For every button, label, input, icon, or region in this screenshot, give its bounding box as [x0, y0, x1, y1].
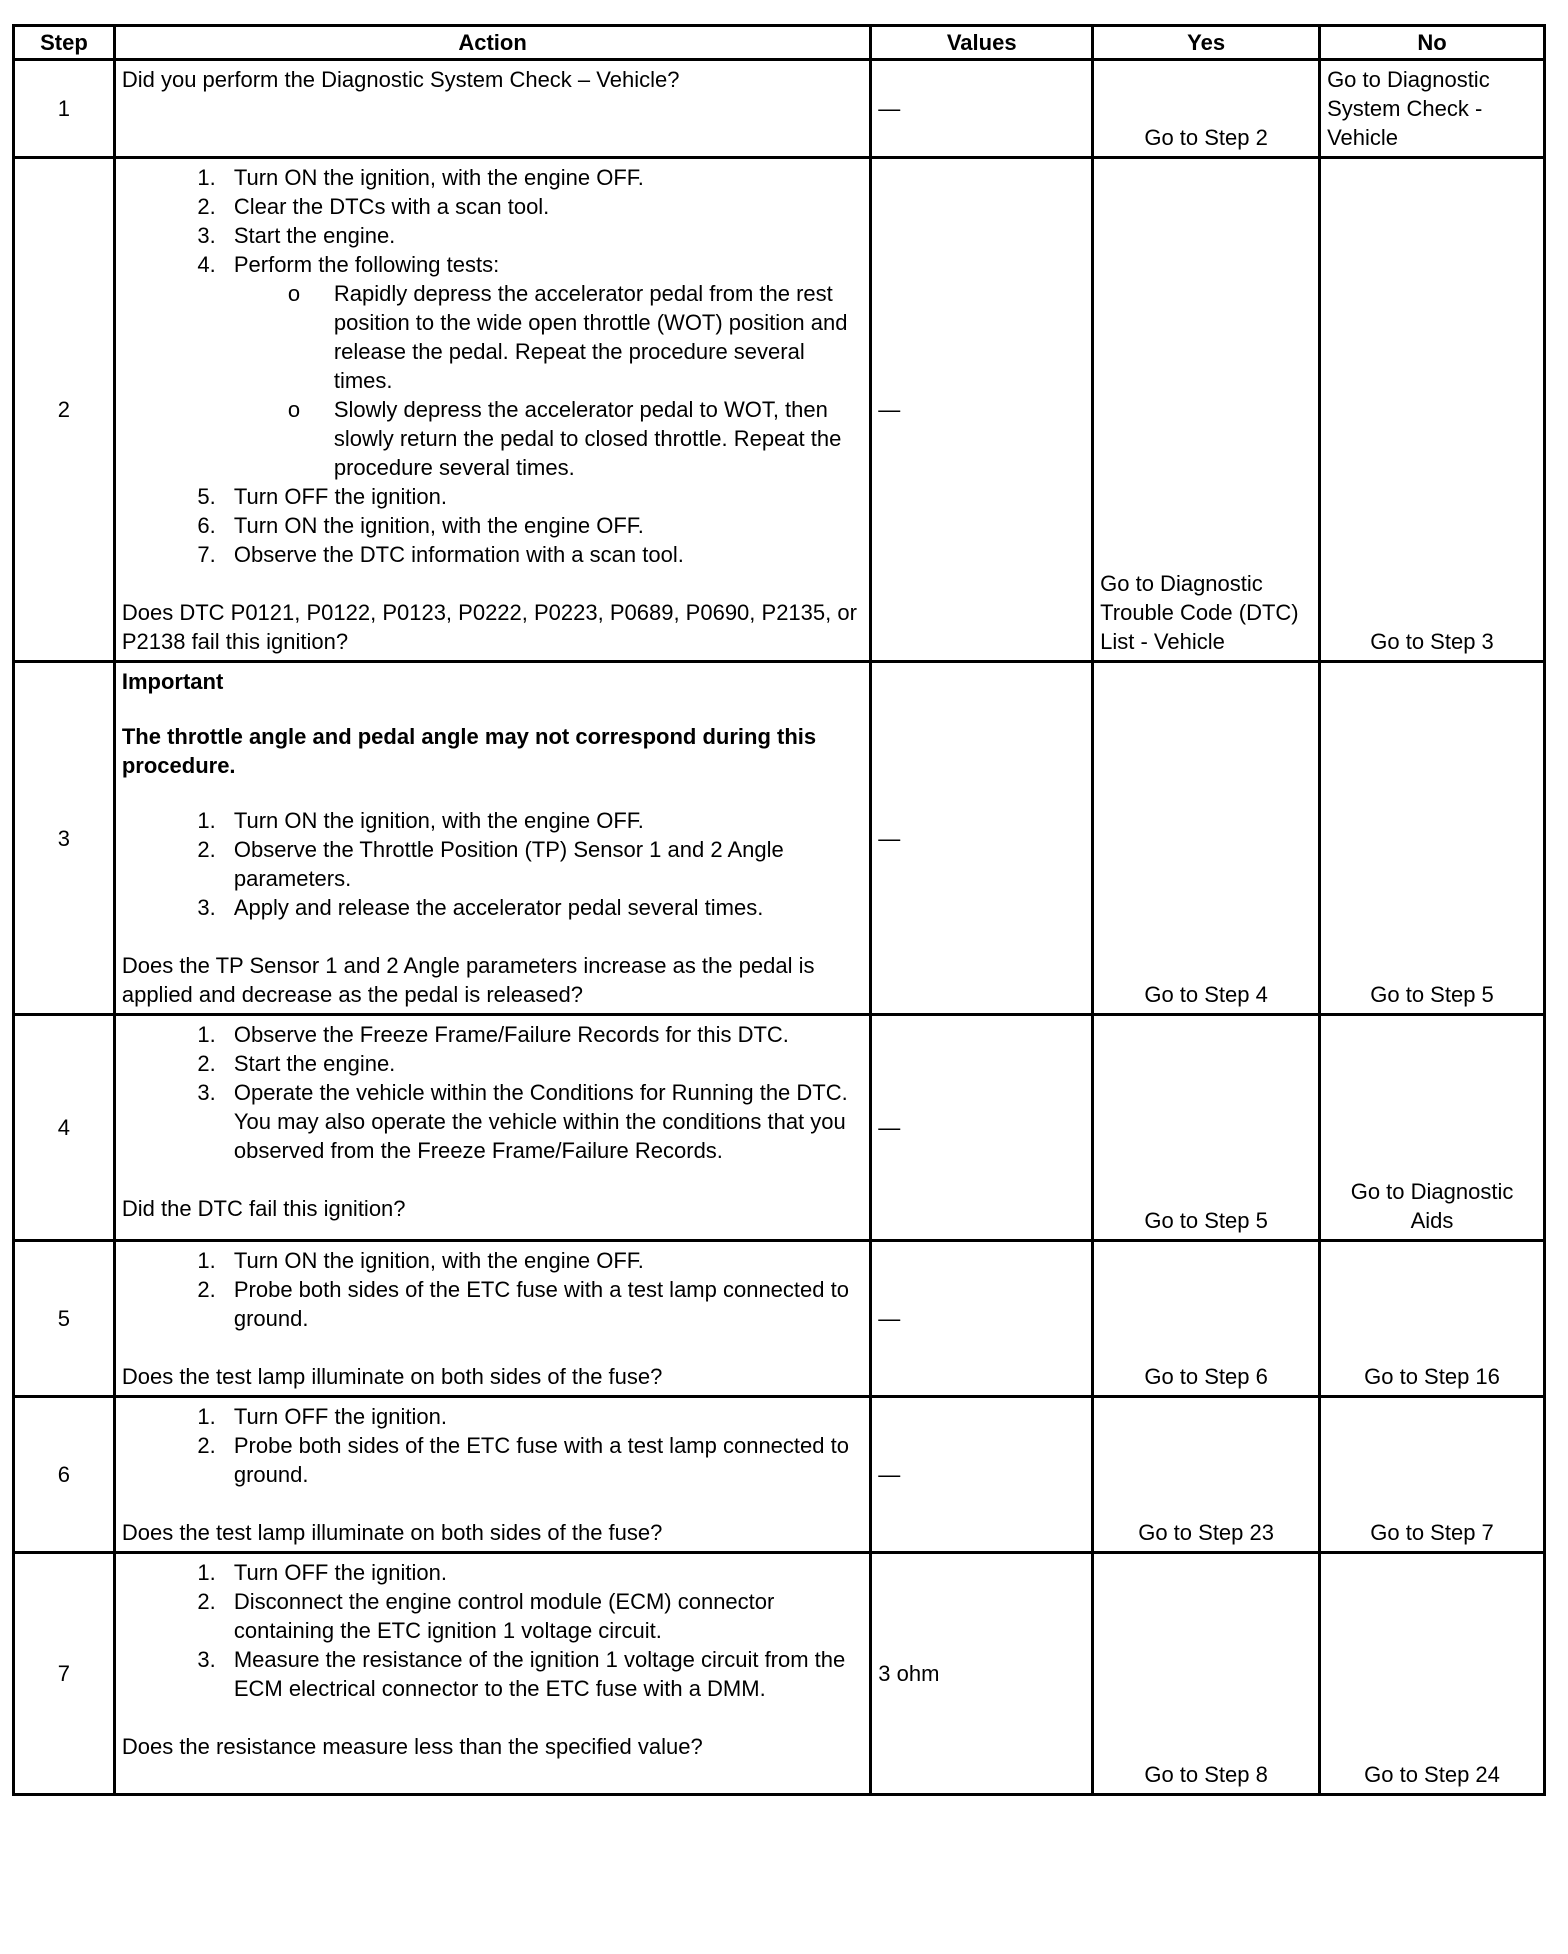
- step-number: 1: [14, 60, 115, 158]
- list-item: 7. Observe the DTC information with a scan tool.: [222, 540, 863, 569]
- action-question: Does the test lamp illuminate on both sides of the fuse?: [121, 1520, 663, 1545]
- list-item: 2. Probe both sides of the ETC fuse with a test lamp connected to ground.: [222, 1431, 863, 1489]
- yes-cell: Go to Step 23: [1093, 1397, 1320, 1553]
- action-steps: [122, 1246, 863, 1333]
- value-cell: —: [871, 1015, 1093, 1241]
- list-item: 2. Disconnect the engine control module (ECM) connector containing the ETC ignition 1 voltage circuit.: [222, 1587, 863, 1645]
- list-item: 2. Clear the DTCs with a scan tool.: [222, 192, 863, 221]
- no-cell: Go to Step 16: [1320, 1241, 1545, 1397]
- action-question: Does the TP Sensor 1 and 2 Angle parameters increase as the pedal is applied and decrease as the pedal is released?: [121, 953, 815, 1007]
- action-cell: [114, 1397, 870, 1553]
- action-cell: [114, 1241, 870, 1397]
- header-values: Values: [871, 26, 1093, 60]
- table-row: [14, 1015, 1545, 1241]
- action-cell: [114, 1553, 870, 1795]
- action-steps: [122, 806, 863, 922]
- header-no: No: [1320, 26, 1545, 60]
- header-yes: Yes: [1093, 26, 1320, 60]
- no-cell: Go to Diagnostic Aids: [1320, 1015, 1545, 1241]
- action-steps: [122, 1558, 863, 1703]
- table-row: [14, 1241, 1545, 1397]
- sub-list-item: o Rapidly depress the accelerator pedal from the rest position to the wide open throttle (WOT) position and release the pedal. Repeat the procedure several times.: [334, 279, 863, 395]
- step-number: 6: [14, 1397, 115, 1553]
- no-cell: Go to Step 7: [1320, 1397, 1545, 1553]
- important-note: The throttle angle and pedal angle may not correspond during this procedure.: [121, 724, 817, 778]
- yes-cell: Go to Step 4: [1093, 662, 1320, 1015]
- no-cell: Go to Step 24: [1320, 1553, 1545, 1795]
- list-item: 1. Turn OFF the ignition.: [222, 1558, 863, 1587]
- list-item: 1. Turn ON the ignition, with the engine OFF.: [222, 163, 863, 192]
- list-item: 2. Start the engine.: [222, 1049, 863, 1078]
- table-row: [14, 662, 1545, 1015]
- list-item: 1. Turn ON the ignition, with the engine OFF.: [222, 1246, 863, 1275]
- list-item: 3. Apply and release the accelerator pedal several times.: [222, 893, 863, 922]
- action-question: Did you perform the Diagnostic System Check – Vehicle?: [121, 67, 680, 92]
- important-label: Important: [121, 669, 224, 694]
- action-question: Did the DTC fail this ignition?: [121, 1196, 406, 1221]
- action-steps: [122, 1402, 863, 1489]
- step-number: 5: [14, 1241, 115, 1397]
- value-cell: 3 ohm: [871, 1553, 1093, 1795]
- diagnostic-table: [12, 24, 1546, 1796]
- value-cell: —: [871, 662, 1093, 1015]
- table-row: [14, 1553, 1545, 1795]
- table-row: [14, 158, 1545, 662]
- list-item: 5. Turn OFF the ignition.: [222, 482, 863, 511]
- table-row: [14, 1397, 1545, 1553]
- value-cell: —: [871, 1397, 1093, 1553]
- action-steps: [122, 163, 863, 569]
- step-number: 2: [14, 158, 115, 662]
- list-item: 2. Probe both sides of the ETC fuse with a test lamp connected to ground.: [222, 1275, 863, 1333]
- value-cell: —: [871, 60, 1093, 158]
- action-question: Does the test lamp illuminate on both sides of the fuse?: [121, 1364, 663, 1389]
- value-cell: —: [871, 158, 1093, 662]
- action-cell: [114, 1015, 870, 1241]
- table-row: [14, 60, 1545, 158]
- header-action: Action: [114, 26, 870, 60]
- step-number: 4: [14, 1015, 115, 1241]
- list-item: 1. Turn OFF the ignition.: [222, 1402, 863, 1431]
- list-item: 6. Turn ON the ignition, with the engine OFF.: [222, 511, 863, 540]
- action-question: Does the resistance measure less than the specified value?: [121, 1734, 703, 1759]
- no-cell: Go to Step 5: [1320, 662, 1545, 1015]
- yes-cell: Go to Step 5: [1093, 1015, 1320, 1241]
- no-cell: Go to Step 3: [1320, 158, 1545, 662]
- action-cell: [114, 60, 870, 158]
- header-row: [14, 26, 1545, 60]
- list-item: [222, 250, 863, 482]
- yes-cell: Go to Step 6: [1093, 1241, 1320, 1397]
- action-cell: [114, 662, 870, 1015]
- list-item: 1. Observe the Freeze Frame/Failure Records for this DTC.: [222, 1020, 863, 1049]
- yes-cell: Go to Diagnostic Trouble Code (DTC) List - Vehicle: [1093, 158, 1320, 662]
- sub-list-item: o Slowly depress the accelerator pedal to WOT, then slowly return the pedal to closed throttle. Repeat the procedure several times.: [334, 395, 863, 482]
- action-steps: [122, 1020, 863, 1165]
- list-item-text: Perform the following tests:: [233, 252, 500, 277]
- action-question: Does DTC P0121, P0122, P0123, P0222, P0223, P0689, P0690, P2135, or P2138 fail this ignition?: [121, 600, 857, 654]
- no-cell: Go to Diagnostic System Check - Vehicle: [1320, 60, 1545, 158]
- step-number: 3: [14, 662, 115, 1015]
- list-item: 3. Measure the resistance of the ignition 1 voltage circuit from the ECM electrical connector to the ETC fuse with a DMM.: [222, 1645, 863, 1703]
- value-cell: —: [871, 1241, 1093, 1397]
- yes-cell: Go to Step 8: [1093, 1553, 1320, 1795]
- sub-list: [234, 279, 863, 482]
- list-item: 3. Operate the vehicle within the Conditions for Running the DTC. You may also operate the vehicle within the conditions that you observed from the Freeze Frame/Failure Records.: [222, 1078, 863, 1165]
- list-item: 3. Start the engine.: [222, 221, 863, 250]
- list-item: 2. Observe the Throttle Position (TP) Sensor 1 and 2 Angle parameters.: [222, 835, 863, 893]
- action-cell: [114, 158, 870, 662]
- step-number: 7: [14, 1553, 115, 1795]
- header-step: Step: [14, 26, 115, 60]
- list-item: 1. Turn ON the ignition, with the engine OFF.: [222, 806, 863, 835]
- yes-cell: Go to Step 2: [1093, 60, 1320, 158]
